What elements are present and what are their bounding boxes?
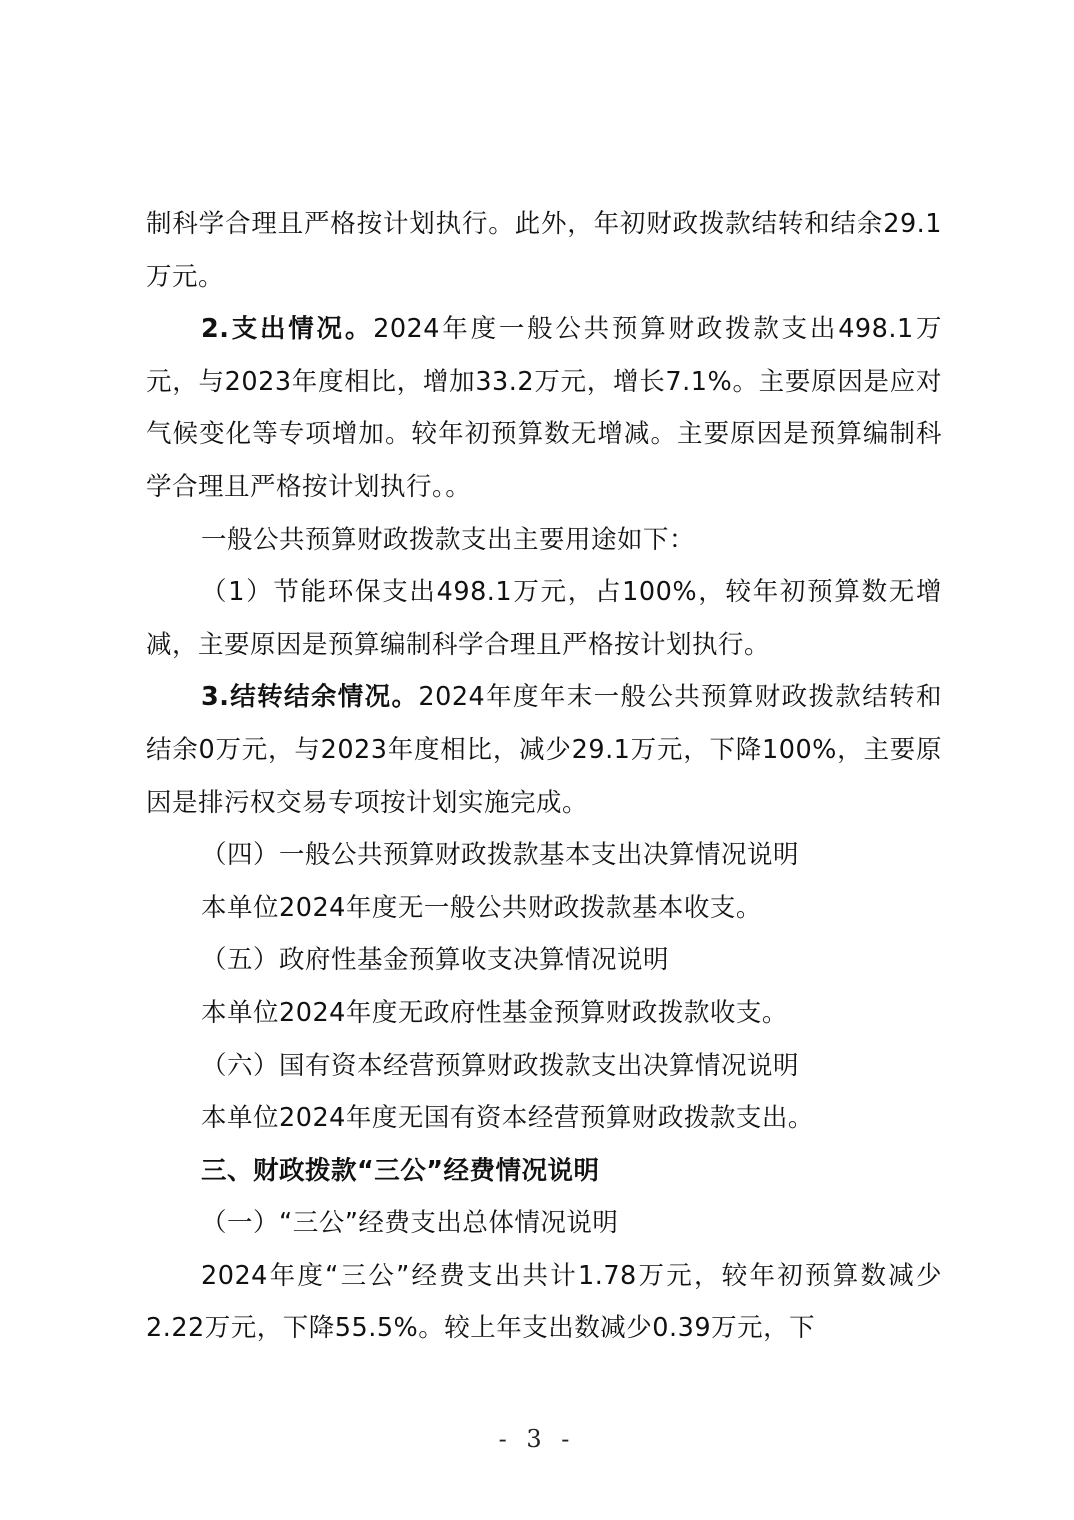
section-4-heading: （四）一般公共预算财政拨款基本支出决算情况说明 [201, 840, 800, 871]
expenditure-paragraph [146, 303, 942, 513]
page-number: - 3 - [498, 1425, 576, 1453]
part-3-text: 2024年度“三公”经费支出共计1.78万元，较年初预算数减少2.22万元，下降55.5%。较上年支出数减少0.39万元，下 [146, 1260, 942, 1344]
uses-intro-paragraph: 一般公共预算财政拨款支出主要用途如下： [201, 524, 696, 555]
section-6-text: 本单位2024年度无国有资本经营预算财政拨款支出。 [201, 1103, 814, 1134]
carryover-text: 2024年度年末一般公共预算财政拨款结转和结余0万元，与2023年度相比，减少29.1万元，下降100%，主要原因是排污权交易专项按计划实施完成。 [146, 682, 942, 818]
expenditure-lead: 2.支出情况。 [201, 314, 374, 345]
section-6-heading: （六）国有资本经营预算财政拨款支出决算情况说明 [201, 1050, 800, 1081]
section-5-heading: （五）政府性基金预算收支决算情况说明 [201, 945, 670, 976]
document-body [146, 198, 942, 1355]
continued-paragraph: 制科学合理且严格按计划执行。此外，年初财政拨款结转和结余29.1万元。 [146, 209, 942, 292]
carryover-paragraph [146, 671, 942, 829]
part-3-sub-heading: （一）“三公”经费支出总体情况说明 [201, 1208, 619, 1239]
expenditure-text: 2024年度一般公共预算财政拨款支出498.1万元，与2023年度相比，增加33.2万元，增长7.1%。主要原因是应对气候变化等专项增加。较年初预算数无增减。主要原因是预算编制科学合理且严格按计划执行。。 [146, 314, 942, 502]
uses-item-1-paragraph: （1）节能环保支出498.1万元，占100%，较年初预算数无增减，主要原因是预算编制科学合理且严格按计划执行。 [146, 577, 942, 660]
part-3-heading: 三、财政拨款“三公”经费情况说明 [201, 1155, 600, 1186]
section-5-text: 本单位2024年度无政府性基金预算财政拨款收支。 [201, 997, 788, 1028]
carryover-lead: 3.结转结余情况。 [201, 682, 419, 713]
section-4-text: 本单位2024年度无一般公共财政拨款基本收支。 [201, 892, 762, 923]
